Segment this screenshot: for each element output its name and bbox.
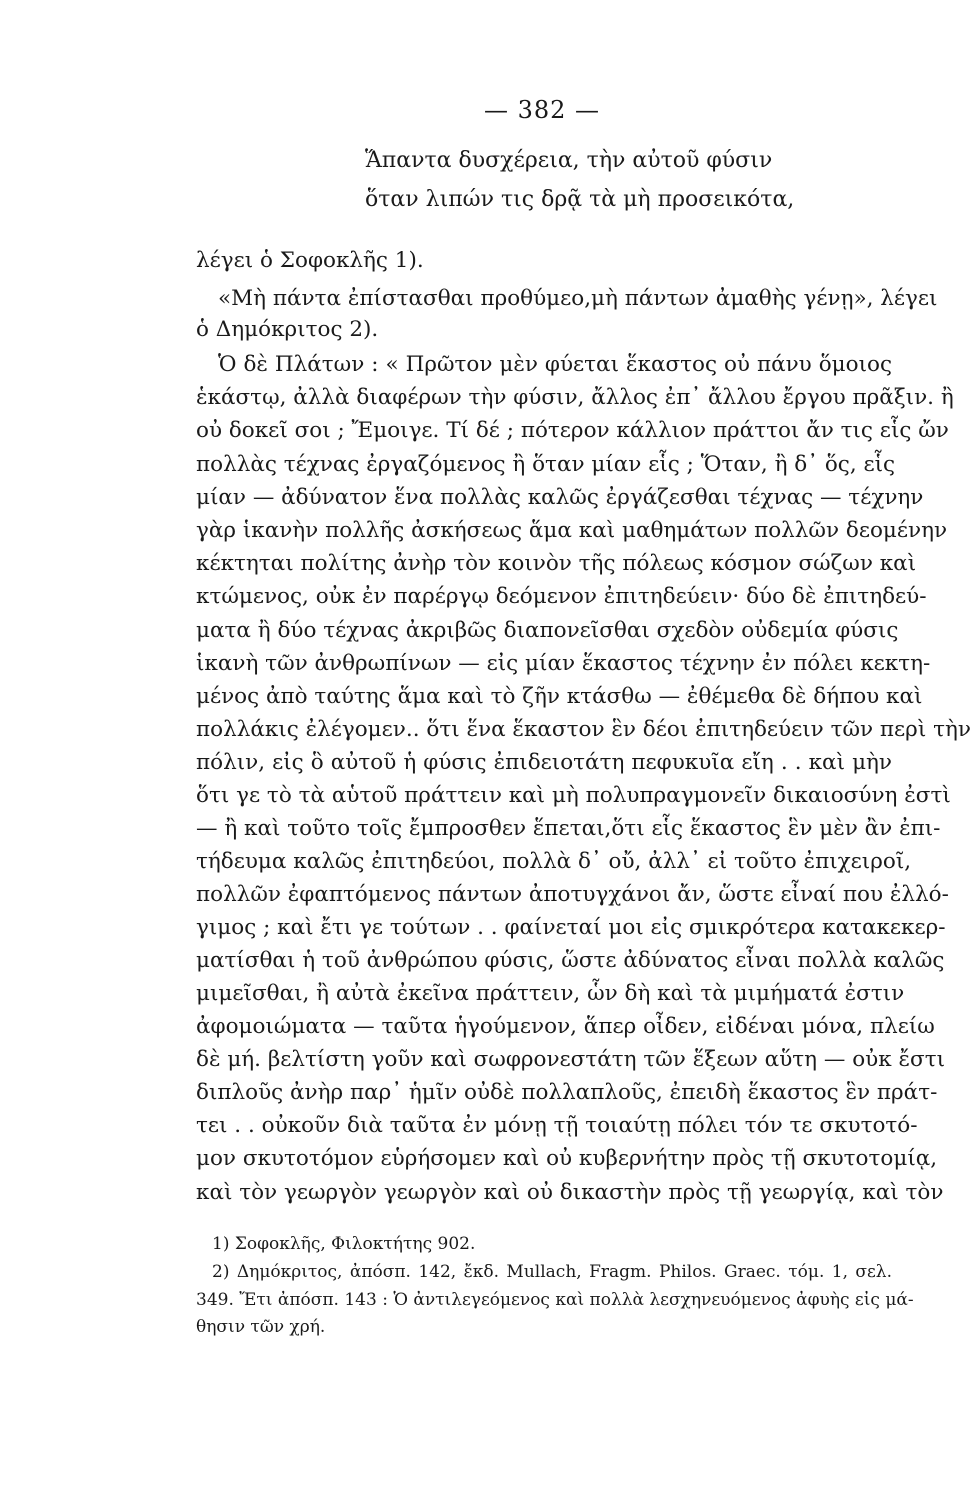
page-number-text: — 382 — [483,96,601,124]
body-line: γὰρ ἱκανὴν πολλῆς ἀσκήσεως ἅμα καὶ μαθημάτων πολλῶν δεομένην [196,518,948,543]
body-line: πολλάκις ἐλέγομεν.. ὅτι ἕνα ἕκαστον ἓν δέοι ἐπιτηδεύειν τῶν περὶ τὴν [196,717,971,742]
body-line: τήδευμα καλῶς ἐπιτηδεύοι, πολλὰ δ᾽ οὔ, ἀλλ᾽ εἰ τοῦτο ἐπιχειροῖ, [196,849,912,874]
body-line: — ἢ καὶ τοῦτο τοῖς ἔμπροσθεν ἕπεται,ὅτι εἷς ἕκαστος ἓν μὲν ἂν ἐπι- [196,816,941,841]
verse-line-2: ὅταν λιπών τις δρᾷ τὰ μὴ προσεικότα, [365,187,795,212]
footnote-2-end: θησιν τῶν χρή. [196,1317,326,1337]
page-number [0,96,924,124]
body-line: γιμος ; καὶ ἔτι γε τούτων . . φαίνεταί μοι εἰς σμικρότερα κατακεκερ- [196,915,946,940]
footnote-1: 1) Σοφοκλῆς, Φιλοκτήτης 902. [212,1234,476,1254]
body-line: μίαν — ἀδύνατον ἕνα πολλὰς καλῶς ἐργάζεσθαι τέχνας — τέχνην [196,485,924,510]
footnote-2-continued: 349. Ἔτι ἀπόσπ. 143 : Ὁ ἀντιλεγεόμενος καὶ πολλὰ λεσχηνευόμενος ἀφυὴς εἰς μά- [196,1290,914,1310]
body-line: ἑκάστῳ, ἀλλὰ διαφέρων τὴν φύσιν, ἄλλος ἐπ᾽ ἄλλου ἔργου πρᾶξιν. ἢ [196,385,954,410]
body-line: ματίσθαι ἡ τοῦ ἀνθρώπου φύσις, ὥστε ἀδύνατος εἶναι πολλὰ καλῶς [196,948,945,973]
body-line: οὐ δοκεῖ σοι ; Ἔμοιγε. Τί δέ ; πότερον κάλλιον πράττοι ἄν τις εἷς ὤν [196,418,949,443]
body-line: ματα ἢ δύο τέχνας ἀκριβῶς διαπονεῖσθαι σχεδὸν οὐδεμία φύσις [196,618,899,643]
body-line: ἱκανὴ τῶν ἀνθρωπίνων — εἰς μίαν ἕκαστος τέχνην ἐν πόλει κεκτη- [196,651,931,676]
body-line: ἀφομοιώματα — ταῦτα ἡγούμενον, ἅπερ οἶδεν, εἰδέναι μόνα, πλείω [196,1014,935,1039]
verse-line-1: Ἅπαντα δυσχέρεια, τὴν αὐτοῦ φύσιν [365,148,773,173]
body-line: κτώμενος, οὐκ ἐν παρέργῳ δεόμενον ἐπιτηδεύειν· δύο δὲ ἐπιτηδεύ- [196,584,927,609]
body-line: μον σκυτοτόμον εὑρήσομεν καὶ οὐ κυβερνήτην πρὸς τῇ σκυτοτομίᾳ, [196,1146,938,1171]
body-line: τει . . οὐκοῦν διὰ ταῦτα ἐν μόνῃ τῇ τοιαύτῃ πόλει τόν τε σκυτοτό- [196,1113,918,1138]
body-line: ὁ Δημόκριτος 2). [196,317,379,342]
body-line: μένος ἀπὸ ταύτης ἅμα καὶ τὸ ζῆν κτάσθω — ἐθέμεθα δὲ δήπου καὶ [196,684,923,709]
body-line: «Μὴ πάντα ἐπίστασθαι προθύμεο,μὴ πάντων ἀμαθὴς γένῃ», λέγει [218,286,938,311]
body-line: πολλῶν ἐφαπτόμενος πάντων ἀποτυγχάνοι ἄν, ὥστε εἶναί που ἐλλό- [196,882,949,907]
body-line: δὲ μή. βελτίστη γοῦν καὶ σωφρονεστάτη τῶν ἕξεων αὕτη — οὐκ ἔστι [196,1047,946,1072]
body-line: ὅτι γε τὸ τὰ αὑτοῦ πράττειν καὶ μὴ πολυπραγμονεῖν δικαιοσύνη ἐστὶ [196,783,951,808]
body-line: διπλοῦς ἀνὴρ παρ᾽ ἡμῖν οὐδὲ πολλαπλοῦς, ἐπειδὴ ἕκαστος ἓν πράτ- [196,1080,938,1105]
body-line: πολλὰς τέχνας ἐργαζόμενος ἢ ὅταν μίαν εἷς ; Ὅταν, ἢ δ᾽ ὅς, εἷς [196,452,896,477]
body-line: Ὁ δὲ Πλάτων : « Πρῶτον μὲν φύεται ἕκαστος οὐ πάνυ ὅμοιος [218,352,892,377]
body-line: πόλιν, εἰς ὃ αὐτοῦ ἡ φύσις ἐπιδειοτάτη πεφυκυῖα εἴη . . καὶ μὴν [196,750,892,775]
body-line: καὶ τὸν γεωργὸν γεωργὸν καὶ οὐ δικαστὴν πρὸς τῇ γεωργίᾳ, καὶ τὸν [196,1180,944,1205]
body-line: λέγει ὁ Σοφοκλῆς 1). [196,248,424,273]
body-line: μιμεῖσθαι, ἢ αὐτὰ ἐκεῖνα πράττειν, ὧν δὴ καὶ τὰ μιμήματά ἐστιν [196,981,905,1006]
body-line: κέκτηται πολίτης ἀνὴρ τὸν κοινὸν τῆς πόλεως κόσμον σώζων καὶ [196,551,917,576]
footnote-2: 2) Δημόκριτος, ἀπόσπ. 142, ἔκδ. Mullach, Fragm. Philos. Graec. τόμ. 1, σελ. [212,1262,892,1282]
